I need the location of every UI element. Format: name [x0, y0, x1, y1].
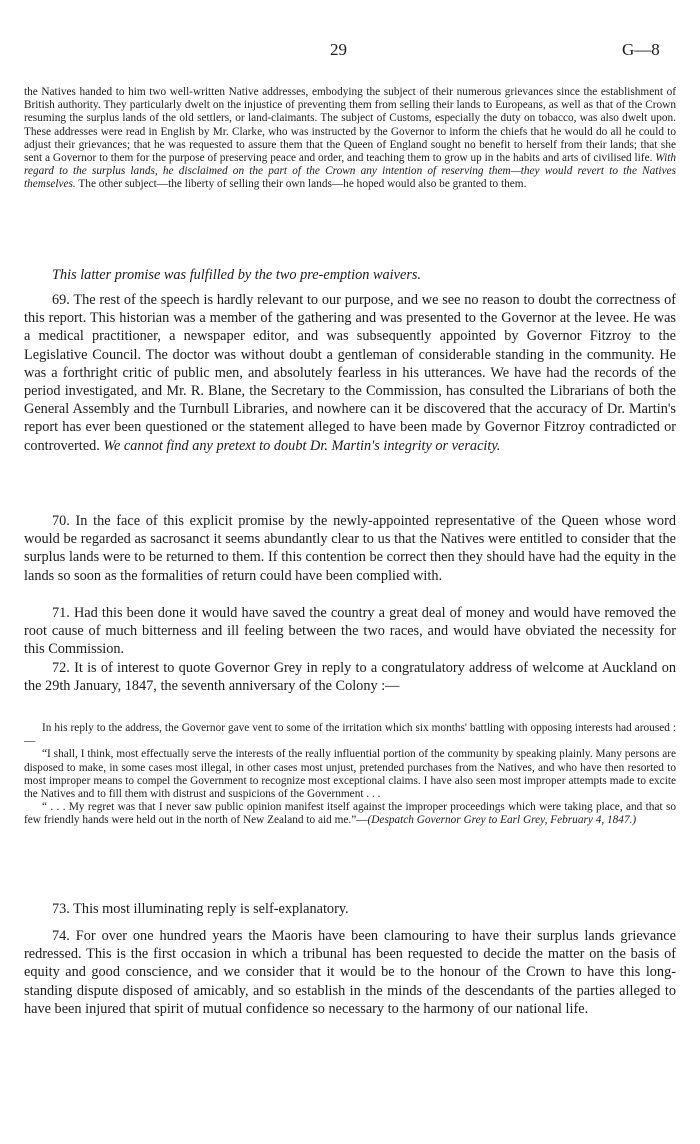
paragraph-69 [24, 291, 676, 455]
intro-paragraph [24, 86, 676, 192]
intro-italic-text: With regard to the surplus lands, he disclaimed on the part of the Crown any intention of reserving them—they would revert to the Natives themselves. [24, 152, 676, 191]
quote-second-passage [24, 801, 676, 827]
quote-first-passage: “I shall, I think, most effectually serve the interests of the really influential portion of the community by speaking plainly. Many persons are disposed to make, in some cases most illegal, in other cases most unjust, pretended purchases from the Natives, and who have then resorted to most improper means to compel the Government to recognize most exceptional claims. I have also seen most improper attempts made to excite the Natives and to fill them with distrust and suspicions of the Government . . . [24, 748, 676, 801]
paragraph-71: 71. Had this been done it would have saved the country a great deal of money and would have removed the root cause of much bitterness and ill feeling between the two races, and would have obviated the necessity for this Commission. [24, 605, 676, 658]
paragraph-69-text: 69. The rest of the speech is hardly relevant to our purpose, and we see no reason to doubt the correctness of this report. This historian was a member of the gathering and was presented to the Governor at the levee. He was a medical practitioner, a newspaper editor, and was subsequently appointed by Governor Fitzroy to the Legislative Council. The doctor was without doubt a gentleman of considerable standing in the community. He was a forthright critic of public men, and absolutely fearless in his utterances. We have had the records of the period investigated, and Mr. R. Blane, the Secretary to the Commission, has consulted the Librarians of both the General Assembly and the Turnbull Libraries, and nowhere can it be discovered that the accuracy of Dr. Martin's report has ever been questioned or the statement alleged to have been made by Governor Fitzroy contradicted or controverted. [24, 292, 676, 454]
page-number: 29 [330, 40, 347, 59]
document-reference: G—8 [622, 40, 660, 59]
paragraph-70: 70. In the face of this explicit promise by the newly-appointed representative of the Queen whose word would be regarded as sacrosanct it seems abundantly clear to us that the Natives were entitled to consider that the surplus lands were to be returned to them. If this contention be correct then they should have had the equity in the lands so soon as the formalities of return could have been complied with. [24, 513, 676, 584]
paragraph-74: 74. For over one hundred years the Maoris have been clamouring to have their surplus lands grievance redressed. This is the first occasion in which a tribunal has been requested to decide the matter on the basis of equity and good conscience, and we consider that it would be to the honour of the Crown to have this long-standing dispute disposed of amicably, and so establish in the minds of the descendants of the parties alleged to have been injured that spirit of mutual confidence so necessary to the harmony of our national life. [24, 928, 676, 1017]
paragraph-73: 73. This most illuminating reply is self-explanatory. [52, 901, 349, 917]
paragraph-69-italic: We cannot find any pretext to doubt Dr. Martin's integrity or veracity. [103, 437, 501, 454]
promise-line: This latter promise was fulfilled by the two pre-emption waivers. [52, 267, 422, 283]
quote-citation: (Despatch Governor Grey to Earl Grey, February 4, 1847.) [367, 814, 637, 827]
quote-intro: In his reply to the address, the Governor gave vent to some of the irritation which six months' battling with opposing interests had aroused :— [24, 722, 676, 748]
intro-text: the Natives handed to him two well-written Native addresses, embodying the subject of their numerous grievances since the establishment of British authority. They particularly dwelt on the injustice of preventing them from selling their lands to Europeans, as well as that of the Crown resuming the surplus lands of the old settlers, or land-claimants. The subject of Customs, especially the duty on tobacco, was also dwelt upon. These addresses were read in English by Mr. Clarke, who was instructed by the Governor to inform the chiefs that he would do all he could to adjust their grievances; that he was requested to assure them that the Queen of England sought no benefit to herself from their lands; that she sent a Governor to them for the purpose of preserving peace and order, and teaching them to grow up in the habits and arts of civilised life. [24, 86, 676, 165]
governor-grey-quote [24, 722, 676, 828]
paragraph-72: 72. It is of interest to quote Governor Grey in reply to a congratulatory address of welcome at Auckland on the 29th January, 1847, the seventh anniversary of the Colony :— [24, 660, 676, 695]
quote-second-text: “ . . . My regret was that I never saw public opinion manifest itself against the improper proceedings which were taking place, and that so few friendly hands were held out in the north of New Zealand to aid me.”— [24, 801, 676, 827]
intro-tail-text: The other subject—the liberty of selling their own lands—he hoped would also be granted to them. [78, 178, 527, 191]
